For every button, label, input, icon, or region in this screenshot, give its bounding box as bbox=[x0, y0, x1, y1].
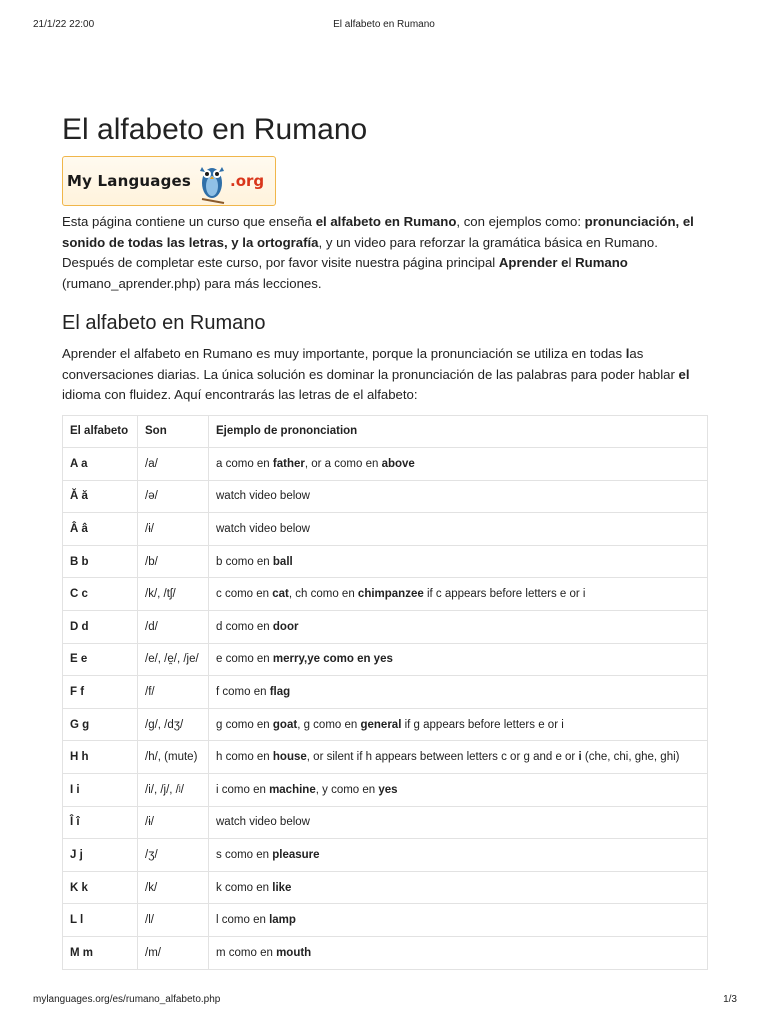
letter-cell: C c bbox=[63, 578, 138, 611]
letter-cell: J j bbox=[63, 839, 138, 872]
bold-text: machine bbox=[269, 783, 316, 796]
example-cell bbox=[209, 871, 708, 904]
letter-cell: Ă ă bbox=[63, 480, 138, 513]
text-run: c como en bbox=[216, 588, 273, 601]
print-date: 21/1/22 22:00 bbox=[33, 19, 95, 30]
text-run: , y un video para reforzar la gramática básica en Rumano. Después de completar este curso, por favor visite nuestra página principal bbox=[62, 234, 658, 270]
table-row bbox=[63, 545, 708, 578]
letter-cell: Â â bbox=[63, 513, 138, 546]
table-row bbox=[63, 513, 708, 546]
table-row bbox=[63, 480, 708, 513]
example-cell bbox=[209, 611, 708, 644]
table-row bbox=[63, 676, 708, 709]
letter-cell: B b bbox=[63, 545, 138, 578]
logo-text: My Languages bbox=[67, 172, 192, 190]
text-run: f como en bbox=[216, 686, 270, 699]
example-cell bbox=[209, 448, 708, 481]
text-run: Aprender el alfabeto en Rumano es muy importante, porque la pronunciación se utiliza en todas bbox=[62, 346, 626, 361]
example-cell bbox=[209, 708, 708, 741]
example-cell bbox=[209, 643, 708, 676]
text-run: idioma con fluidez. Aquí encontrarás las letras de el alfabeto: bbox=[62, 387, 418, 402]
table-row bbox=[63, 448, 708, 481]
main-content bbox=[62, 108, 708, 970]
bold-text: cat bbox=[272, 588, 289, 601]
table-row bbox=[63, 611, 708, 644]
column-header-example: Ejemplo de prononciation bbox=[209, 415, 708, 448]
letter-cell: F f bbox=[63, 676, 138, 709]
text-run: Esta página contiene un curso que enseña bbox=[62, 214, 316, 229]
sound-cell: /ə/ bbox=[138, 480, 209, 513]
bold-text: merry,ye como en yes bbox=[272, 653, 393, 666]
text-run: , ch como en bbox=[288, 588, 358, 601]
table-row bbox=[63, 839, 708, 872]
intro-paragraph bbox=[62, 212, 708, 294]
example-cell bbox=[209, 741, 708, 774]
bold-text: i bbox=[578, 751, 582, 764]
text-run: a como en bbox=[216, 457, 273, 470]
bold-text: l bbox=[625, 346, 630, 361]
text-run: , or silent if h appears between letters c or g and e or bbox=[306, 751, 579, 764]
letter-cell: L l bbox=[63, 904, 138, 937]
letter-cell: M m bbox=[63, 937, 138, 970]
bold-text: mouth bbox=[276, 946, 312, 959]
example-cell bbox=[209, 545, 708, 578]
print-header bbox=[0, 19, 768, 33]
letter-cell: A a bbox=[63, 448, 138, 481]
example-cell bbox=[209, 904, 708, 937]
bold-text: Rumano bbox=[575, 255, 628, 270]
example-cell bbox=[209, 676, 708, 709]
table-row bbox=[63, 806, 708, 839]
text-run: , or a como en bbox=[304, 457, 382, 470]
sound-cell: /d/ bbox=[138, 611, 209, 644]
owl-icon bbox=[196, 159, 228, 205]
text-run: d como en bbox=[216, 620, 273, 633]
alphabet-table bbox=[62, 415, 708, 970]
text-run: b como en bbox=[216, 555, 273, 568]
example-cell bbox=[209, 806, 708, 839]
text-run: watch video below bbox=[216, 490, 310, 503]
example-cell bbox=[209, 480, 708, 513]
example-cell bbox=[209, 839, 708, 872]
letter-cell: Î î bbox=[63, 806, 138, 839]
bold-text: like bbox=[272, 881, 292, 894]
section-intro bbox=[62, 344, 708, 406]
example-cell bbox=[209, 774, 708, 807]
bold-text: flag bbox=[269, 686, 291, 699]
bold-text: pronunciación, el sonido de todas las letras, y la ortografía bbox=[62, 214, 694, 250]
bold-text: yes bbox=[378, 783, 398, 796]
table-row bbox=[63, 937, 708, 970]
bold-text: el alfabeto en Rumano bbox=[315, 214, 457, 229]
table-row bbox=[63, 774, 708, 807]
text-run: s como en bbox=[216, 849, 273, 862]
text-run: , y como en bbox=[315, 783, 379, 796]
bold-text: ball bbox=[272, 555, 293, 568]
text-run: i como en bbox=[216, 783, 270, 796]
print-footer bbox=[0, 994, 768, 1008]
sound-cell: /ɨ/ bbox=[138, 513, 209, 546]
sound-cell: /f/ bbox=[138, 676, 209, 709]
text-run: k como en bbox=[216, 881, 273, 894]
column-header-letter: El alfabeto bbox=[63, 415, 138, 448]
text-run: if g appears before letters e or i bbox=[401, 718, 564, 731]
example-cell bbox=[209, 513, 708, 546]
letter-cell: K k bbox=[63, 871, 138, 904]
sound-cell: /k/ bbox=[138, 871, 209, 904]
sound-cell: /e/, /e̯/, /je/ bbox=[138, 643, 209, 676]
bold-text: house bbox=[272, 751, 307, 764]
text-run: h como en bbox=[216, 751, 273, 764]
letter-cell: E e bbox=[63, 643, 138, 676]
bold-text: general bbox=[360, 718, 402, 731]
letter-cell: H h bbox=[63, 741, 138, 774]
table-row bbox=[63, 904, 708, 937]
sound-cell: /i/, /j/, /ʲ/ bbox=[138, 774, 209, 807]
table-row bbox=[63, 741, 708, 774]
bold-text: father bbox=[272, 457, 305, 470]
bold-text: pleasure bbox=[272, 849, 320, 862]
text-run: (rumano_aprender.php) para más lecciones. bbox=[62, 275, 322, 291]
table-body bbox=[63, 448, 708, 970]
site-logo[interactable] bbox=[62, 156, 276, 206]
table-row bbox=[63, 708, 708, 741]
example-cell bbox=[209, 937, 708, 970]
bold-text: above bbox=[381, 457, 415, 470]
column-header-sound: Son bbox=[138, 415, 209, 448]
text-run: watch video below bbox=[216, 816, 310, 829]
sound-cell: /l/ bbox=[138, 904, 209, 937]
text-run: as conversaciones diarias. La única solución es dominar la pronunciación de las palabras para poder hablar bbox=[62, 346, 679, 382]
bold-text: el bbox=[678, 366, 690, 382]
text-run: l como en bbox=[216, 914, 270, 927]
sound-cell: /b/ bbox=[138, 545, 209, 578]
bold-text: lamp bbox=[269, 914, 296, 927]
text-run: (che, chi, ghe, ghi) bbox=[581, 751, 680, 764]
sound-cell: /a/ bbox=[138, 448, 209, 481]
logo-tld: .org bbox=[230, 172, 265, 190]
page-title: El alfabeto en Rumano bbox=[62, 113, 368, 146]
section-title: El alfabeto en Rumano bbox=[62, 312, 266, 334]
table-row bbox=[63, 871, 708, 904]
sound-cell: /k/, /tʃ/ bbox=[138, 578, 209, 611]
text-run: if c appears before letters e or i bbox=[423, 588, 586, 601]
table-row bbox=[63, 578, 708, 611]
text-run: l bbox=[568, 255, 576, 270]
table-header-row bbox=[63, 415, 708, 448]
text-run: watch video below bbox=[216, 523, 310, 536]
sound-cell: /h/, (mute) bbox=[138, 741, 209, 774]
print-url: mylanguages.org/es/rumano_alfabeto.php bbox=[33, 994, 221, 1005]
letter-cell: G g bbox=[63, 708, 138, 741]
page-number: 1/3 bbox=[723, 994, 737, 1005]
text-run: , g como en bbox=[297, 718, 361, 731]
bold-text: door bbox=[272, 620, 299, 633]
letter-cell: D d bbox=[63, 611, 138, 644]
table-row bbox=[63, 643, 708, 676]
text-run: e como en bbox=[216, 653, 273, 666]
letter-cell: I i bbox=[63, 774, 138, 807]
sound-cell: /ɨ/ bbox=[138, 806, 209, 839]
bold-text: goat bbox=[272, 718, 298, 731]
sound-cell: /m/ bbox=[138, 937, 209, 970]
sound-cell: /ʒ/ bbox=[138, 839, 209, 872]
bold-text: Aprender e bbox=[498, 255, 569, 270]
example-cell bbox=[209, 578, 708, 611]
text-run: m como en bbox=[216, 946, 277, 959]
bold-text: chimpanzee bbox=[357, 588, 424, 601]
text-run: , con ejemplos como: bbox=[456, 214, 585, 229]
print-title: El alfabeto en Rumano bbox=[333, 19, 435, 30]
sound-cell: /g/, /dʒ/ bbox=[138, 708, 209, 741]
text-run: g como en bbox=[216, 718, 273, 731]
